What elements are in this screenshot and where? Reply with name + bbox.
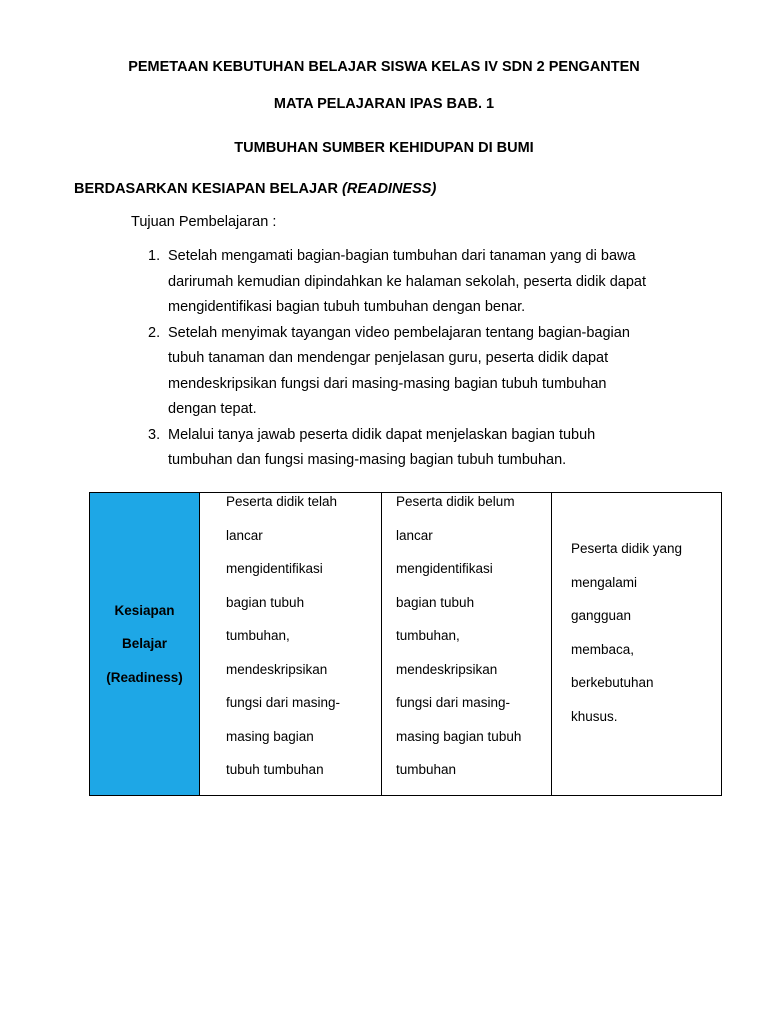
objective-text: Setelah mengamati bagian-bagian tumbuhan dari tanaman yang di bawa darirumah kemudian dipindahkan ke halaman sekolah, peserta didik dapat mengidentifikasi bagian tubuh tumbuhan dengan benar. (168, 248, 646, 315)
readiness-column-not-ready (382, 493, 552, 796)
cell-line: tumbuhan (396, 762, 457, 777)
header-line: Belajar (121, 636, 168, 652)
cell-line: bagian tubuh (396, 594, 475, 610)
header-line: Kesiapan (114, 602, 175, 618)
objective-number: 3. (148, 426, 161, 443)
cell-line: Peserta didik yang (571, 541, 683, 556)
cell-line: gangguan (571, 608, 632, 623)
section-heading (74, 180, 436, 198)
header-line: (Readiness) (106, 669, 183, 685)
objective-text: Melalui tanya jawab peserta didik dapat menjelaskan bagian tubuh tumbuhan dan fungsi masing-masing bagian tubuh tumbuhan. (168, 426, 596, 468)
cell-line: berkebutuhan (571, 675, 654, 690)
cell-line: mengalami (571, 574, 638, 590)
objective-number: 1. (148, 248, 161, 264)
objective-number: 2. (148, 324, 161, 341)
readiness-table (89, 492, 722, 796)
cell-line: tubuh tumbuhan (226, 762, 324, 777)
objective-item (148, 423, 648, 474)
cell-line: mendeskripsikan (396, 661, 498, 677)
cell-line: tumbuhan, (396, 628, 460, 643)
readiness-column-special-needs (552, 493, 722, 796)
cell-line: khusus. (571, 708, 618, 724)
readiness-header-cell (90, 493, 200, 796)
cell-line: fungsi dari masing- (226, 695, 341, 710)
table-row (90, 493, 722, 796)
cell-line: fungsi dari masing- (396, 695, 511, 710)
readiness-column-ready (200, 493, 382, 796)
cell-line: mengidentifikasi (226, 561, 323, 576)
cell-line: mendeskripsikan (226, 661, 328, 677)
objectives-label: Tujuan Pembelajaran : (131, 214, 277, 230)
cell-line: lancar (226, 527, 263, 543)
document-title-line-1: PEMETAAN KEBUTUHAN BELAJAR SISWA KELAS IV SDN 2 PENGANTEN (128, 59, 640, 75)
section-heading-italic: (READINESS) (342, 181, 437, 197)
cell-line: membaca, (571, 641, 635, 657)
cell-line: mengidentifikasi (396, 561, 493, 576)
cell-line: Peserta didik belum (396, 494, 515, 509)
section-heading-text: BERDASARKAN KESIAPAN BELAJAR (74, 181, 343, 197)
objectives-list (148, 244, 648, 474)
cell-line: bagian tubuh (226, 594, 305, 610)
objective-text: Setelah menyimak tayangan video pembelajaran tentang bagian-bagian tubuh tanaman dan mendengar penjelasan guru, peserta didik dapat mendeskripsikan fungsi dari masing-masing bagian tubuh tumbuhan dengan tepat. (168, 324, 630, 417)
cell-line: masing bagian (226, 728, 314, 744)
cell-line: masing bagian tubuh (396, 728, 522, 744)
objective-item (148, 321, 648, 423)
cell-line: lancar (396, 527, 433, 543)
document-title-line-3: TUMBUHAN SUMBER KEHIDUPAN DI BUMI (234, 140, 534, 156)
cell-line: tumbuhan, (226, 628, 290, 643)
document-title-line-2: MATA PELAJARAN IPAS BAB. 1 (273, 96, 495, 112)
objective-item (148, 244, 648, 321)
cell-line: Peserta didik telah (226, 494, 338, 509)
